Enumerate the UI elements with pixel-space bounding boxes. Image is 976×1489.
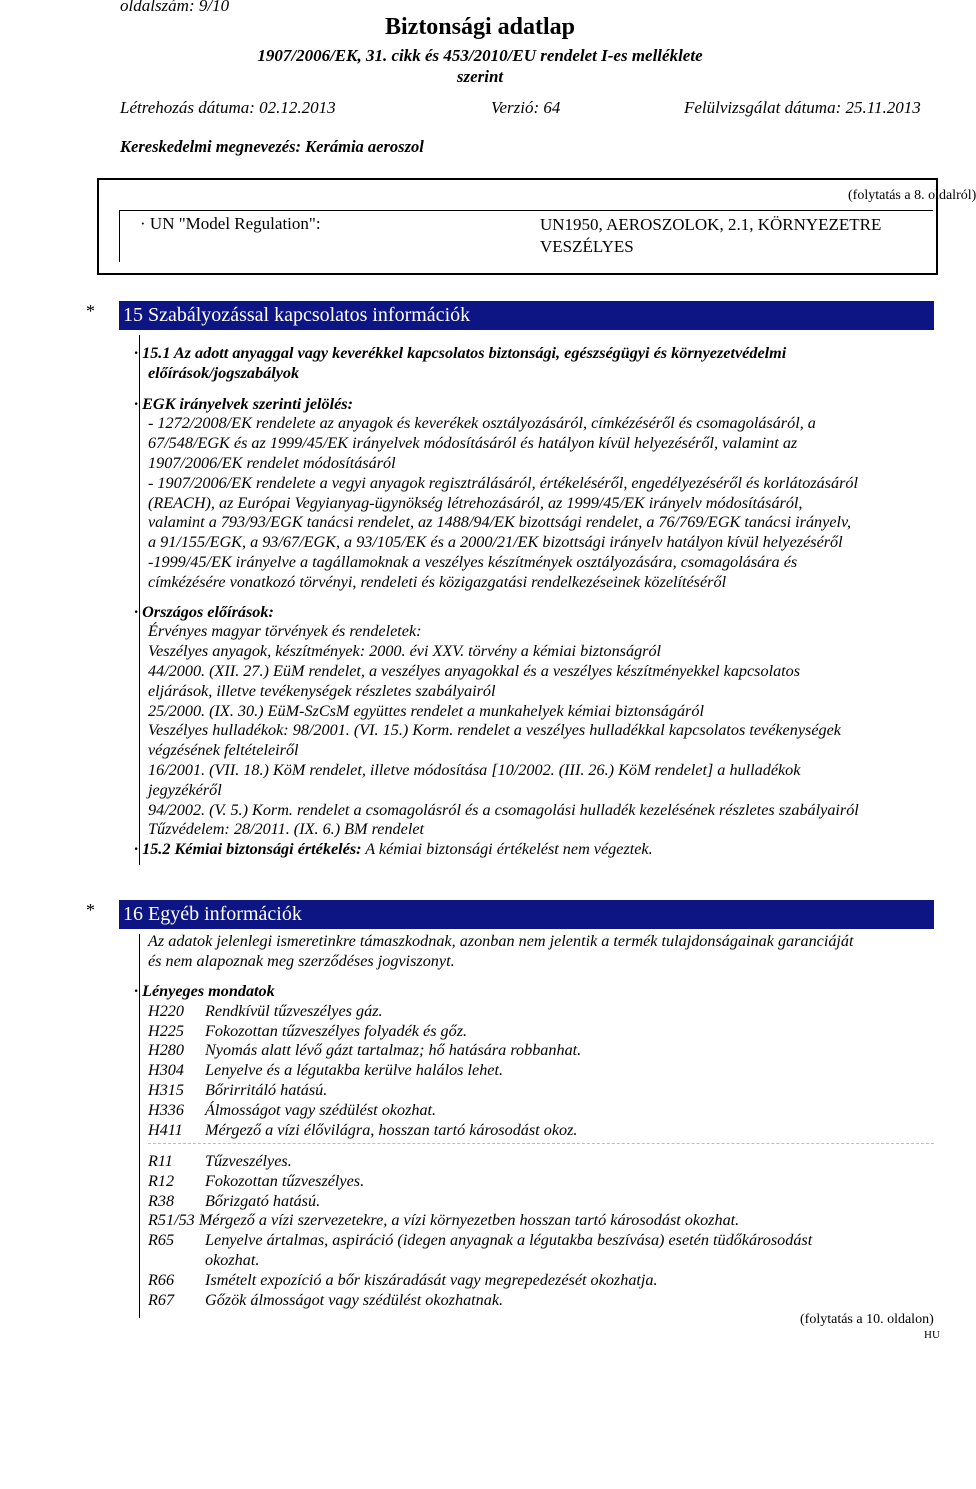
s152-label: · 15.2 Kémiai biztonsági értékelés: [134,840,362,859]
egk-line: - 1907/2006/EK rendelete a vegyi anyagok regisztrálásáról, értékeléséről, engedélyezéséről és korlátozásáról [148,473,858,492]
h-text: Mérgező a vízi élővilágra, hosszan tartó károsodást okoz. [205,1120,578,1139]
phrases-heading: · Lényeges mondatok [134,982,275,1000]
section16-changed-marker: * [86,900,95,920]
egk-line: (REACH), az Európai Vegyianyag-ügynökség létrehozásáról, az 1999/45/EK irányelv módosításáról, [148,493,803,512]
national-heading: · Országos előírások: [134,602,274,621]
phrase-divider [148,1143,934,1144]
phrases-block [134,982,581,1140]
h-text: Lenyelve és a légutakba kerülve halálos lehet. [205,1061,504,1080]
h-code: H225 [148,1021,184,1040]
document-subtitle-line1: 1907/2006/EK, 31. cikk és 453/2010/EU rendelet I-es melléklete [257,46,703,65]
s151-heading-line2: előírások/jogszabályok [148,363,300,382]
section15-changed-marker: * [86,301,95,321]
page-number: oldalszám: 9/10 [120,0,230,15]
r-phrase-row [148,1291,812,1311]
r-phrase-row [148,1192,812,1212]
r-text: Lenyelve ártalmas, aspiráció (idegen anyagnak a légutakba beszívása) esetén tüdőkárosodást [205,1231,813,1250]
r-phrase-row [148,1152,812,1172]
r-phrase-row [148,1231,812,1251]
r-code: R11 [148,1152,173,1170]
s152-row [134,840,859,860]
r-phrase-row [148,1211,812,1231]
h-phrase-row [148,1002,581,1022]
h-text: Álmosságot vagy szédülést okozhat. [205,1100,437,1119]
r-text: Gőzök álmosságot vagy szédülést okozhatnak. [205,1290,504,1309]
continued-to-note: (folytatás a 10. oldalon) [800,1312,934,1327]
r-phrases-block [148,1152,812,1310]
r-code: R67 [148,1290,175,1309]
section15-title: 15 Szabályozással kapcsolatos információk [123,304,471,326]
r-text: Fokozottan tűzveszélyes. [205,1171,365,1190]
trade-name: Kereskedelmi megnevezés: Kerámia aeroszol [120,137,424,156]
r-text: okozhat. [205,1250,260,1269]
r-phrase-row [148,1271,812,1291]
h-text: Nyomás alatt lévő gázt tartalmaz; hő hatására robbanhat. [205,1041,582,1060]
national-line: Veszélyes hulladékok: 98/2001. (VI. 15.) Korm. rendelet a veszélyes hulladékkal kapcsolatos tevékenységek [148,721,841,740]
section15-body [134,344,859,860]
r-text: Tűzveszélyes. [205,1152,292,1170]
r-text: Bőrizgató hatású. [205,1191,321,1210]
national-line: 16/2001. (VII. 18.) KöM rendelet, illetve módosítása [10/2002. (III. 26.) KöM rendelet] a hulladékok [148,760,801,779]
h-text: Bőrirritáló hatású. [205,1080,328,1099]
h-code: H220 [148,1001,184,1020]
un-regulation-value: UN1950, AEROSZOLOK, 2.1, KÖRNYEZETRE VESZÉLYES [540,215,882,256]
egk-line: valamint a 793/93/EGK tanácsi rendelet, az 1488/94/EK bizottsági rendelet, a 76/769/EGK tanácsi irányelv, [148,513,852,532]
h-phrase-row [148,1101,581,1121]
version: Verzió: 64 [491,98,561,117]
h-phrase-row [148,1061,581,1081]
egk-line: 1907/2006/EK rendelet módosításáról [148,453,396,472]
h-phrase-row [148,1121,581,1141]
section16-header [119,900,934,929]
national-line: végzésének feltételeiről [148,741,299,760]
h-code: H280 [148,1041,184,1060]
section15-header [119,301,934,330]
r-text: Mérgező a vízi szervezetekre, a vízi környezetben hosszan tartó károsodást okozhat. [198,1211,740,1230]
h-code: H304 [148,1061,184,1080]
document-subtitle-line2: szerint [456,67,504,86]
r-text: Ismételt expozíció a bőr kiszáradását vagy megrepedezését okozhatja. [205,1270,658,1289]
r-code: R51/53 [148,1211,195,1230]
r-code: R38 [148,1191,175,1210]
s152-text: A kémiai biztonsági értékelést nem végeztek. [365,840,653,859]
un-regulation-label: · UN "Model Regulation": [140,214,321,233]
s151-heading-line1: · 15.1 Az adott anyaggal vagy keverékkel kapcsolatos biztonsági, egészségügyi és környezetvédelmi [134,344,787,362]
h-code: H411 [148,1120,183,1139]
r-phrase-row [148,1251,812,1271]
national-line: Érvényes magyar törvények és rendeletek: [148,622,422,641]
egk-line: -1999/45/EK irányelve a tagállamoknak a veszélyes készítmények osztályozására, csomagolására és [148,552,798,571]
egk-line: 67/548/EGK és az 1999/45/EK irányelvek módosításáról és hatályon kívül helyezéséről, valamint az [148,434,798,453]
h-code: H336 [148,1100,184,1119]
r-phrase-row [148,1172,812,1192]
h-phrase-row [148,1041,581,1061]
h-code: H315 [148,1080,184,1099]
intro-line2: és nem alapoznak meg szerződéses jogviszonyt. [148,951,455,970]
national-line: Tűzvédelem: 28/2011. (IX. 6.) BM rendelet [148,820,425,839]
egk-line: a 91/155/EGK, a 93/67/EGK, a 93/105/EK és a 2000/21/EK bizottsági irányelv hatályon kívül helyezéséről [148,533,843,552]
language-code: HU [924,1329,940,1341]
h-phrase-row [148,1081,581,1101]
h-text: Fokozottan tűzveszélyes folyadék és gőz. [205,1021,468,1040]
r-code: R65 [148,1231,175,1250]
h-text: Rendkívül tűzveszélyes gáz. [205,1001,383,1020]
egk-heading: · EGK irányelvek szerinti jelölés: [134,394,353,413]
h-phrase-row [148,1022,581,1042]
national-line: 44/2000. (XII. 27.) EüM rendelet, a veszélyes anyagokkal és a veszélyes készítményekkel kapcsolatos [148,661,801,680]
created-date: Létrehozás dátuma: 02.12.2013 [120,98,336,117]
section16-title: 16 Egyéb információk [123,903,302,925]
continued-from-note: (folytatás a 8. oldalról) [848,188,976,203]
r-code: R12 [148,1171,175,1190]
national-line: 25/2000. (IX. 30.) EüM-SzCsM együttes rendelet a munkahelyek kémiai biztonságáról [148,701,704,720]
national-line: 94/2002. (V. 5.) Korm. rendelet a csomagolásról és a csomagolási hulladék kezelésének részletes szabályairól [148,800,859,819]
section16-intro [148,932,854,972]
national-line: jegyzékéről [148,780,222,799]
intro-line1: Az adatok jelenlegi ismeretinkre támaszkodnak, azonban nem jelentik a termék tulajdonságainak garanciáját [148,932,854,950]
revision-date: Felülvizsgálat dátuma: 25.11.2013 [684,98,921,117]
egk-line: címkézésére vonatkozó törvényi, rendeleti és közigazgatási rendelkezéseinek közelítéséről [148,572,727,591]
national-line: eljárások, illetve tevékenységek részletes szabályairól [148,681,496,700]
document-title: Biztonsági adatlap [384,14,576,40]
r-code: R66 [148,1270,175,1289]
egk-line: - 1272/2008/EK rendelete az anyagok és keverékek osztályozásáról, címkézéséről és csomagolásáról, a [148,414,816,433]
national-line: Veszélyes anyagok, készítmények: 2000. évi XXV. törvény a kémiai biztonságról [148,642,662,661]
